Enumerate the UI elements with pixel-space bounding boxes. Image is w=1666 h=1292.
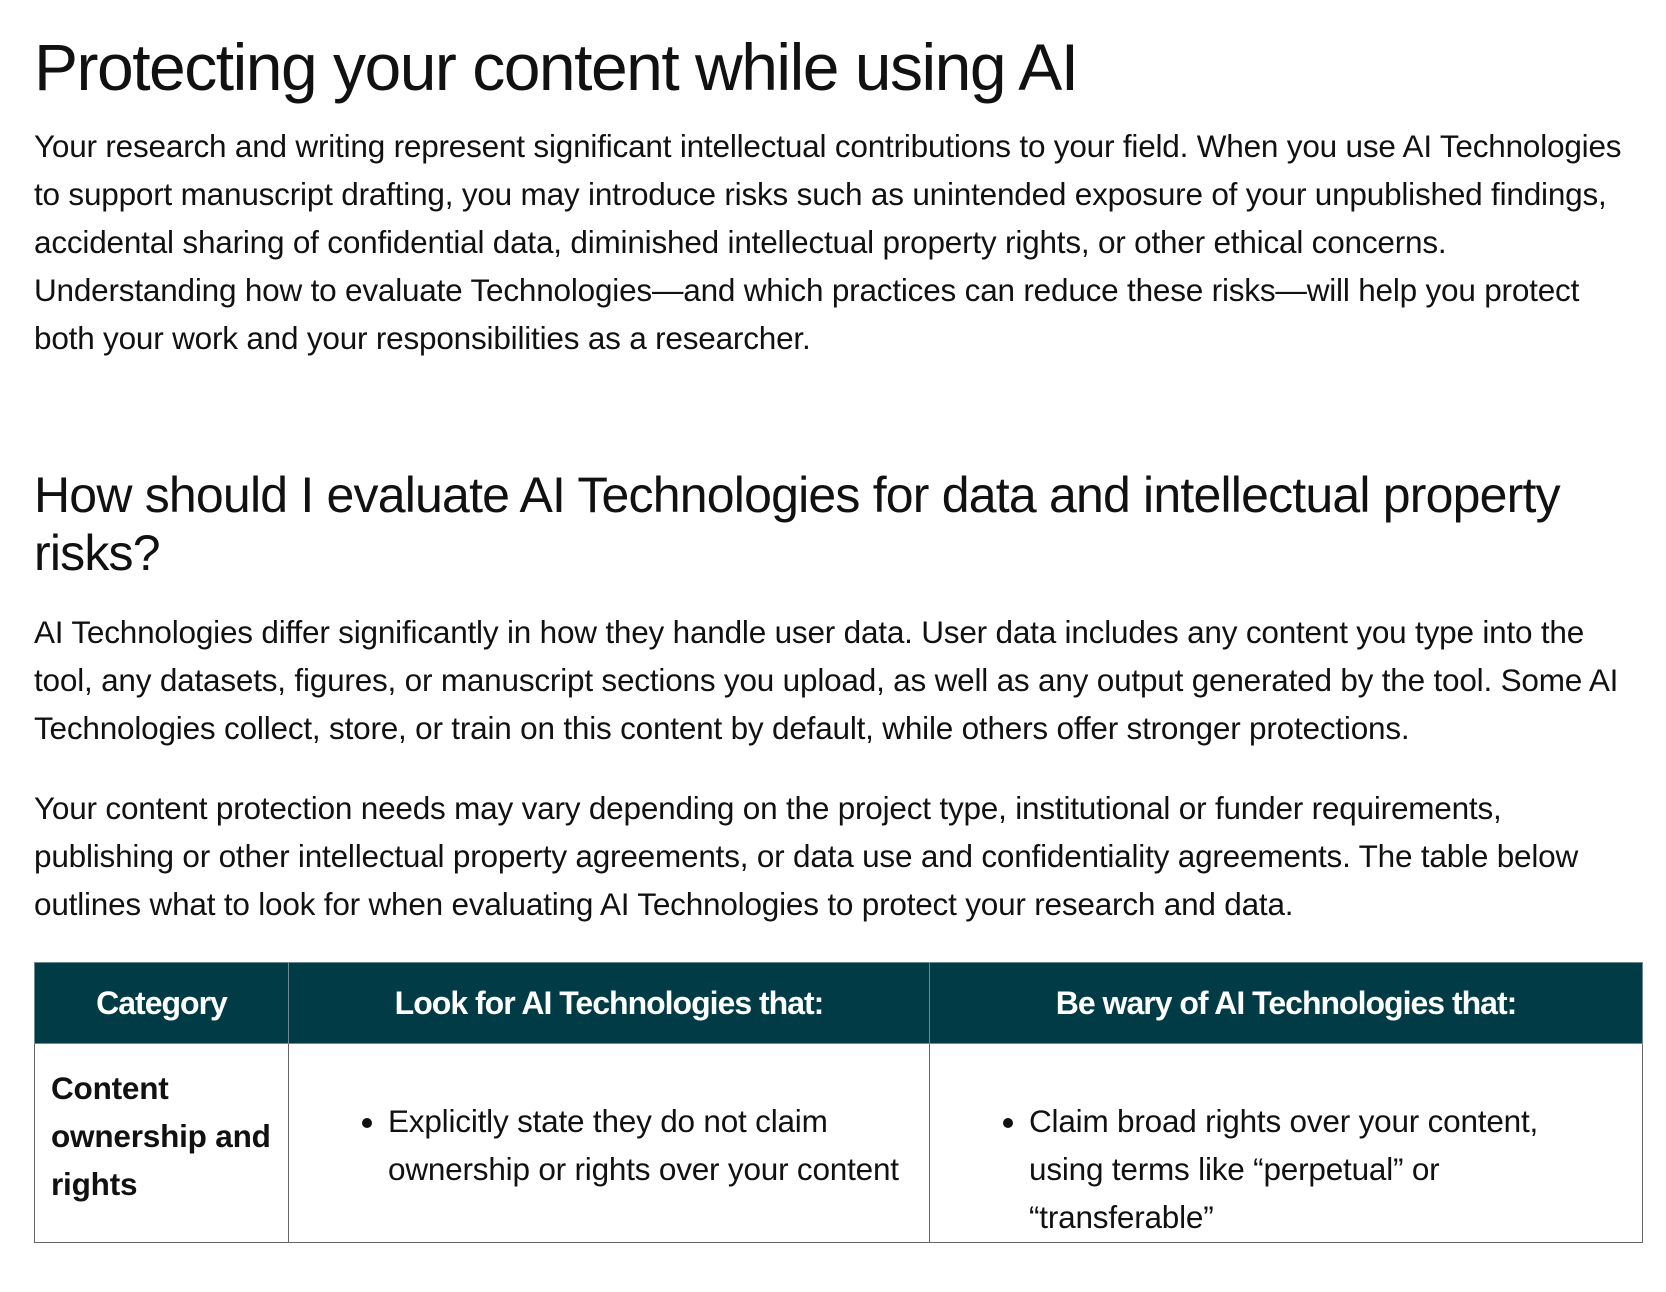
intro-paragraph: Your research and writing represent significant intellectual contributions to your field. When you use AI Technologies to support manuscript drafting, you may introduce risks such as unintended exposure of your unpublished findings, accidental sharing of confidential data, diminished intellectual property rights, or other ethical concerns. Understanding how to evaluate Technologies—and which practices can reduce these risks—will help you protect both your work and your responsibilities as a researcher. xyxy=(34,128,1622,356)
table-row xyxy=(35,1044,1643,1243)
list-item: • Explicitly state they do not claim ownership or rights over your content xyxy=(388,1097,904,1193)
table-header-row xyxy=(35,963,1643,1044)
row-be-wary-cell xyxy=(930,1044,1643,1243)
section-paragraph-1: AI Technologies differ significantly in how they handle user data. User data includes any content you type into the tool, any datasets, figures, or manuscript sections you upload, as well as any output generated by the tool. Some AI Technologies collect, store, or train on this content by default, while others offer stronger protections. xyxy=(34,614,1619,746)
section-paragraph-2: Your content protection needs may vary depending on the project type, institutional or funder requirements, publishing or other intellectual property agreements, or data use and confidentiality agreements. The table below outlines what to look for when evaluating AI Technologies to protect your research and data. xyxy=(34,790,1579,922)
list-item: • Claim broad rights over your content, using terms like “perpetual” or “transferable” xyxy=(1029,1097,1617,1241)
section-heading: How should I evaluate AI Technologies for data and intellectual property risks? xyxy=(34,467,1560,581)
header-look-for: Look for AI Technologies that: xyxy=(289,963,930,1044)
look-for-list xyxy=(290,1097,928,1193)
page-title: Protecting your content while using AI xyxy=(34,30,1078,104)
row-look-for-cell xyxy=(289,1044,930,1243)
header-category: Category xyxy=(35,963,289,1044)
header-be-wary: Be wary of AI Technologies that: xyxy=(930,963,1643,1044)
row-category: Content ownership and rights xyxy=(35,1044,289,1243)
evaluation-table xyxy=(34,962,1643,1243)
be-wary-list xyxy=(931,1097,1641,1241)
